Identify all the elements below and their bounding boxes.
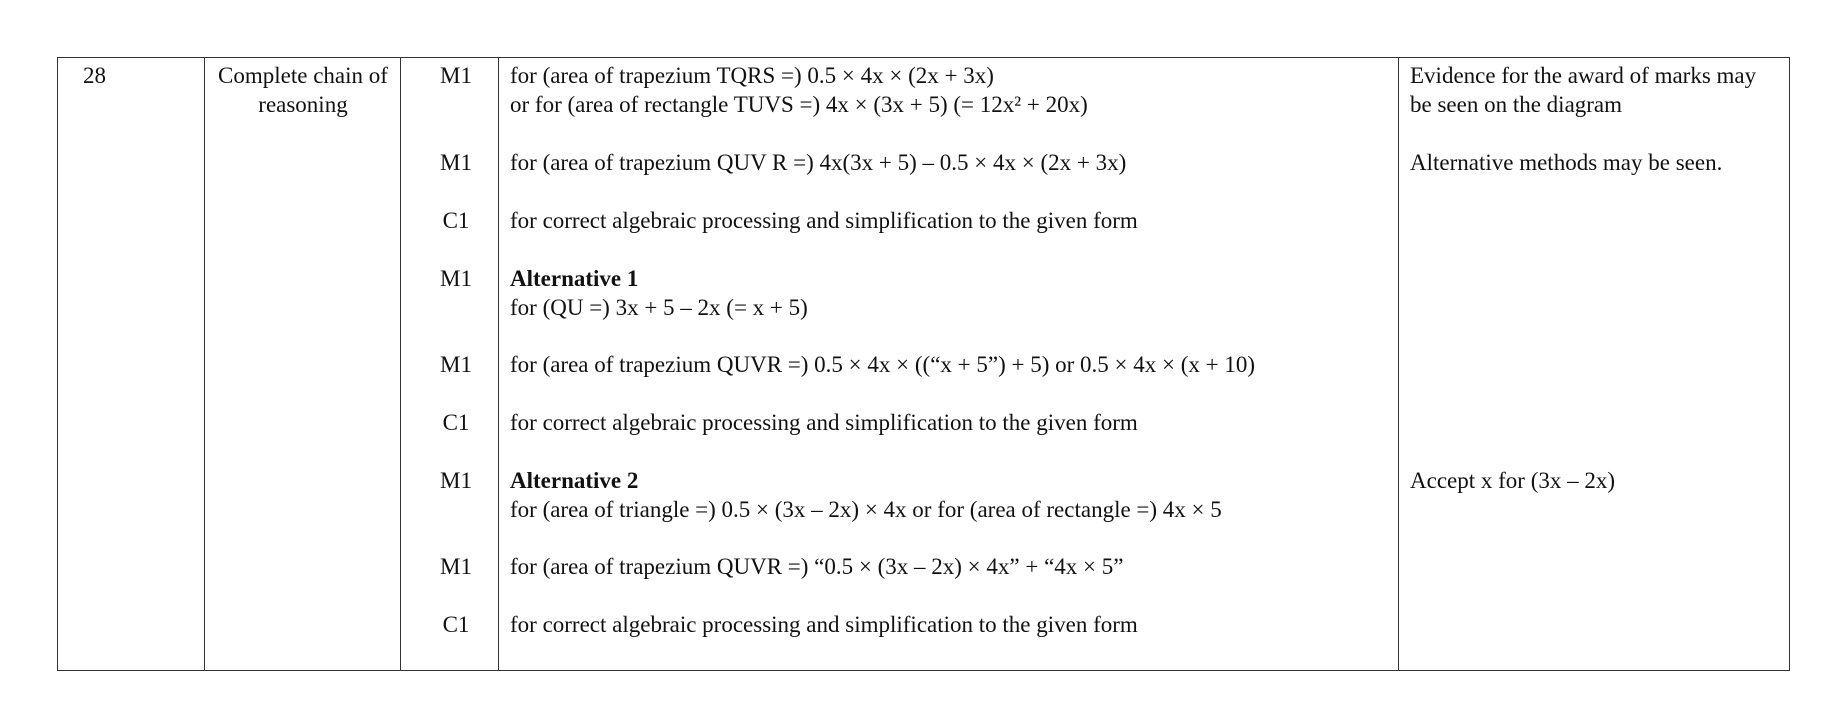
mark-description: [510, 552, 1390, 581]
mark-description: [510, 264, 1390, 322]
mark-description: [510, 148, 1390, 177]
description-line: for (area of trapezium TQRS =) 0.5 × 4x × (2x + 3x): [510, 63, 994, 88]
mark-description: [510, 610, 1390, 639]
mark-code: M1: [440, 554, 472, 579]
column-divider: [400, 58, 401, 670]
mark-description: [510, 466, 1390, 524]
column-divider: [1398, 58, 1399, 670]
mark-code: C1: [442, 208, 470, 233]
mark-code: M1: [440, 150, 472, 175]
mark-description: [510, 61, 1390, 119]
mark-scheme-table: [57, 57, 1790, 671]
mark-code: M1: [440, 468, 472, 493]
mark-description: [510, 408, 1390, 437]
mark-code: M1: [440, 352, 472, 377]
alternative-heading: Alternative 1: [510, 266, 639, 291]
description-line: for (QU =) 3x + 5 – 2x (= x + 5): [510, 295, 808, 320]
mark-description: [510, 206, 1390, 235]
guidance-note: Accept x for (3x – 2x): [1410, 468, 1616, 493]
assessed-skill: Complete chain of reasoning: [218, 63, 388, 117]
column-divider: [498, 58, 499, 670]
description-line: for correct algebraic processing and simplification to the given form: [510, 410, 1138, 435]
mark-code: C1: [442, 612, 470, 637]
column-divider: [204, 58, 205, 670]
description-line: for correct algebraic processing and simplification to the given form: [510, 612, 1138, 637]
mark-code: M1: [440, 266, 472, 291]
mark-code: M1: [440, 63, 472, 88]
guidance-note: Alternative methods may be seen.: [1410, 150, 1723, 175]
description-line: or for (area of rectangle TUVS =) 4x × (3x + 5) (= 12x² + 20x): [510, 92, 1088, 117]
description-line: for (area of trapezium QUVR =) 0.5 × 4x × ((“x + 5”) + 5) or 0.5 × 4x × (x + 10): [510, 352, 1256, 377]
description-line: for (area of triangle =) 0.5 × (3x – 2x) × 4x or for (area of rectangle =) 4x × 5: [510, 497, 1222, 522]
description-line: for (area of trapezium QUV R =) 4x(3x + 5) – 0.5 × 4x × (2x + 3x): [510, 150, 1127, 175]
alternative-heading: Alternative 2: [510, 468, 639, 493]
description-line: for correct algebraic processing and simplification to the given form: [510, 208, 1138, 233]
description-line: for (area of trapezium QUVR =) “0.5 × (3x – 2x) × 4x” + “4x × 5”: [510, 554, 1124, 579]
mark-code: C1: [442, 410, 470, 435]
mark-description: [510, 350, 1390, 379]
question-number: 28: [83, 63, 106, 88]
guidance-note: Evidence for the award of marks may be seen on the diagram: [1410, 63, 1757, 117]
